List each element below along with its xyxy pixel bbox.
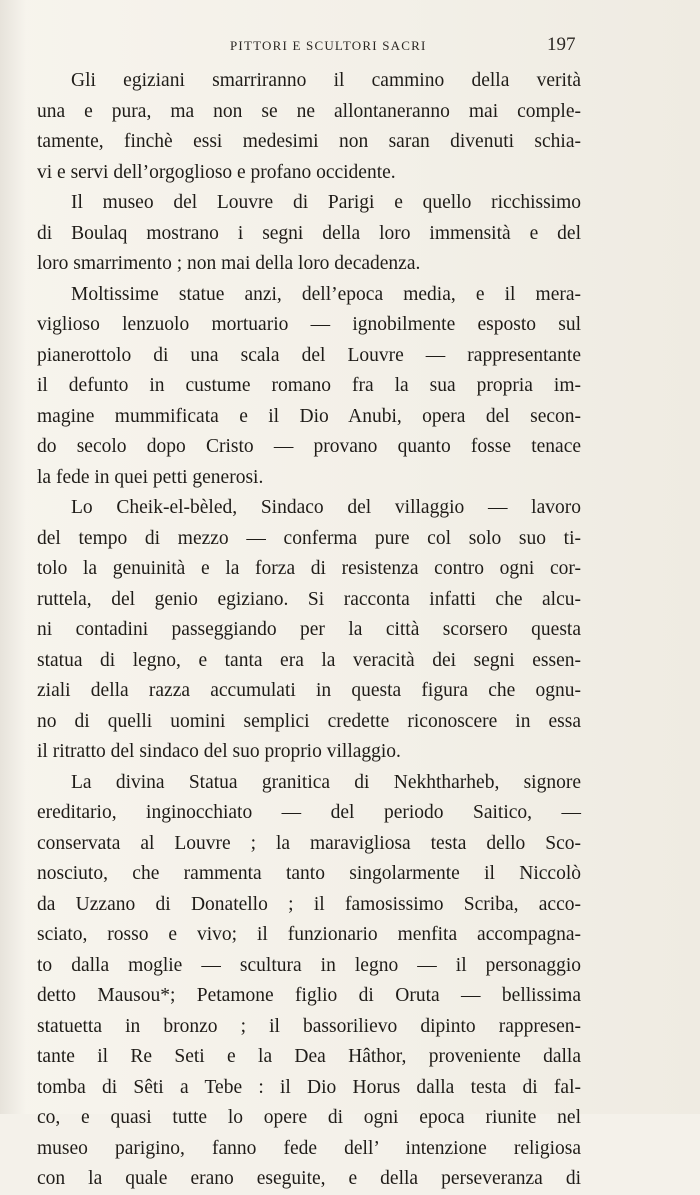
text-line: la fede in quei petti generosi. [37,466,264,488]
text-line: pianerottolo di una scala del Louvre — rappresentante [37,344,581,366]
text-line: no di quelli uomini semplici credette riconoscere in essa [37,710,581,732]
text-line: tomba di Sêti a Tebe : il Dio Horus dalla testa di fal- [37,1076,581,1098]
text-line: magine mummificata e il Dio Anubi, opera del secon- [37,405,581,427]
text-line: il defunto in custume romano fra la sua propria im- [37,375,581,396]
text-line: una e pura, ma non se ne allontaneranno mai comple- [37,100,581,122]
text-line: di Boulaq mostrano i segni della loro immensità e del [37,222,581,244]
text-line: Lo Cheik-el-bèled, Sindaco del villaggio — lavoro [71,497,581,518]
text-line: il ritratto del sindaco del suo proprio villaggio. [37,741,401,762]
text-line: Gli egiziani smarriranno il cammino della verità [71,70,581,91]
running-title: PITTORI E SCULTORI SACRI [230,38,427,53]
text-line: do secolo dopo Cristo — provano quanto fosse tenace [37,436,581,457]
text-line: loro smarrimento ; non mai della loro decadenza. [37,253,421,274]
text-line: ziali della razza accumulati in questa figura che ognu- [37,680,581,701]
text-line: La divina Statua granitica di Nekhtharheb, signore [71,771,581,793]
text-line: viglioso lenzuolo mortuario — ignobilmente esposto sul [37,314,581,335]
text-line: del tempo di mezzo — conferma pure col solo suo ti- [37,527,581,549]
text-line: statua di legno, e tanta era la veracità dei segni essen- [37,649,581,671]
text-line: conservata al Louvre ; la maravigliosa testa dello Sco- [37,832,581,854]
text-line: sciato, rosso e vivo; il funzionario menfita accompagna- [37,924,581,945]
body-text [37,66,581,1195]
text-line: da Uzzano di Donatello ; il famosissimo Scriba, acco- [37,893,581,915]
text-line: Il museo del Louvre di Parigi e quello ricchissimo [71,192,581,213]
text-line: detto Mausou*; Petamone figlio di Oruta — bellissima [37,985,581,1006]
text-line: vi e servi dell’orgoglioso e profano occidente. [37,161,396,183]
text-line: co, e quasi tutte lo opere di ogni epoca riunite nel [37,1107,581,1128]
text-line: tante il Re Seti e la Dea Hâthor, proveniente dalla [37,1046,581,1067]
text-line: museo parigino, fanno fede dell’ intenzione religiosa [37,1137,581,1159]
text-line: tamente, finchè essi medesimi non saran divenuti schia- [37,131,581,152]
text-line: ereditario, inginocchiato — del periodo Saitico, — [37,802,581,823]
text-line: statuetta in bronzo ; il bassorilievo dipinto rappresen- [37,1015,581,1037]
page-number: 197 [547,34,576,55]
text-line: ruttela, del genio egiziano. Si racconta infatti che alcu- [37,588,581,610]
text-line: nosciuto, che rammenta tanto singolarmente il Niccolò [37,863,581,884]
text-line: Moltissime statue anzi, dell’epoca media, e il mera- [71,283,581,305]
text-line: ni contadini passeggiando per la città scorsero questa [37,619,581,640]
text-line: to dalla moglie — scultura in legno — il personaggio [37,954,581,976]
text-line: con la quale erano eseguite, e della perseveranza di [37,1168,581,1189]
text-line: tolo la genuinità e la forza di resistenza contro ogni cor- [37,558,581,579]
